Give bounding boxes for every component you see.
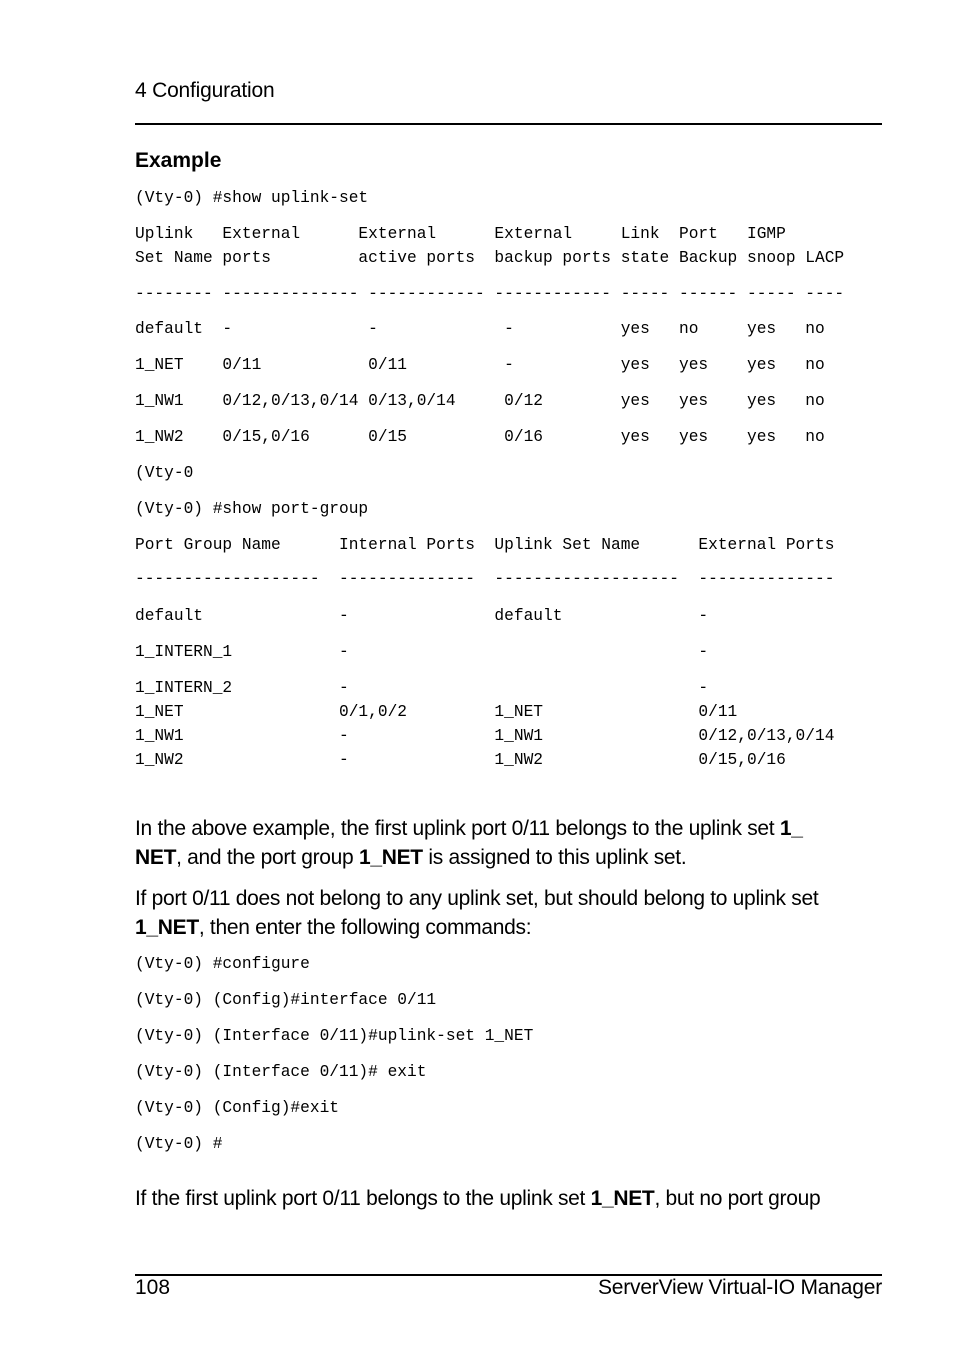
prompt-line: (Vty-0 [135, 464, 194, 482]
port-group-separator: ------------------- -------------- ------------------- -------------- [135, 570, 835, 588]
command-line: (Vty-0) # [135, 1135, 223, 1153]
uplink-set-table-header: Uplink External External External Link Port IGMP Set Name ports active ports backup ports state Backup snoop LACP [135, 225, 845, 267]
paragraph-uplink-explanation: In the above example, the first uplink port 0/11 belongs to the uplink set 1_ NET, and the port group 1_NET is assigned to this uplink set. [135, 817, 803, 869]
uplink-set-row: 1_NW1 0/12,0/13,0/14 0/13,0/14 0/12 yes yes yes no [135, 392, 825, 410]
uplink-set-row: 1_NET 0/11 0/11 - yes yes yes no [135, 356, 825, 374]
command-line: (Vty-0) #configure [135, 955, 310, 973]
header-rule [135, 123, 882, 125]
port-group-row: default - default - [135, 607, 709, 625]
command-line: (Vty-0) (Interface 0/11)#uplink-set 1_NET [135, 1027, 534, 1045]
command-line: (Vty-0) (Interface 0/11)# exit [135, 1063, 427, 1081]
page-number: 108 [135, 1276, 171, 1299]
paragraph-continuation: If the first uplink port 0/11 belongs to the uplink set 1_NET, but no port group [135, 1187, 821, 1210]
command-line: (Vty-0) (Config)#interface 0/11 [135, 991, 437, 1009]
section-heading: Example [135, 149, 222, 172]
uplink-set-row: default - - - yes no yes no [135, 320, 825, 338]
uplink-set-separator: -------- -------------- ------------ ------------ ----- ------ ----- ---- [135, 285, 845, 303]
product-name: ServerView Virtual-IO Manager [597, 1276, 882, 1299]
chapter-title: 4 Configuration [135, 79, 275, 102]
port-group-row: 1_INTERN_1 - - [135, 643, 709, 661]
port-group-table-header: Port Group Name Internal Ports Uplink Set Name External Ports [135, 536, 835, 554]
port-group-rows: 1_INTERN_2 - - 1_NET 0/1,0/2 1_NET 0/11 1_NW1 - 1_NW1 0/12,0/13,0/14 1_NW2 - 1_NW2 0/15,0/16 [135, 679, 835, 769]
port-group-command: (Vty-0) #show port-group [135, 500, 369, 518]
uplink-set-row: 1_NW2 0/15,0/16 0/15 0/16 yes yes yes no [135, 428, 825, 446]
command-line: (Vty-0) (Config)#exit [135, 1099, 339, 1117]
paragraph-instructions: If port 0/11 does not belong to any uplink set, but should belong to uplink set 1_NET, then enter the following commands: [135, 887, 819, 939]
uplink-set-command: (Vty-0) #show uplink-set [135, 189, 369, 207]
